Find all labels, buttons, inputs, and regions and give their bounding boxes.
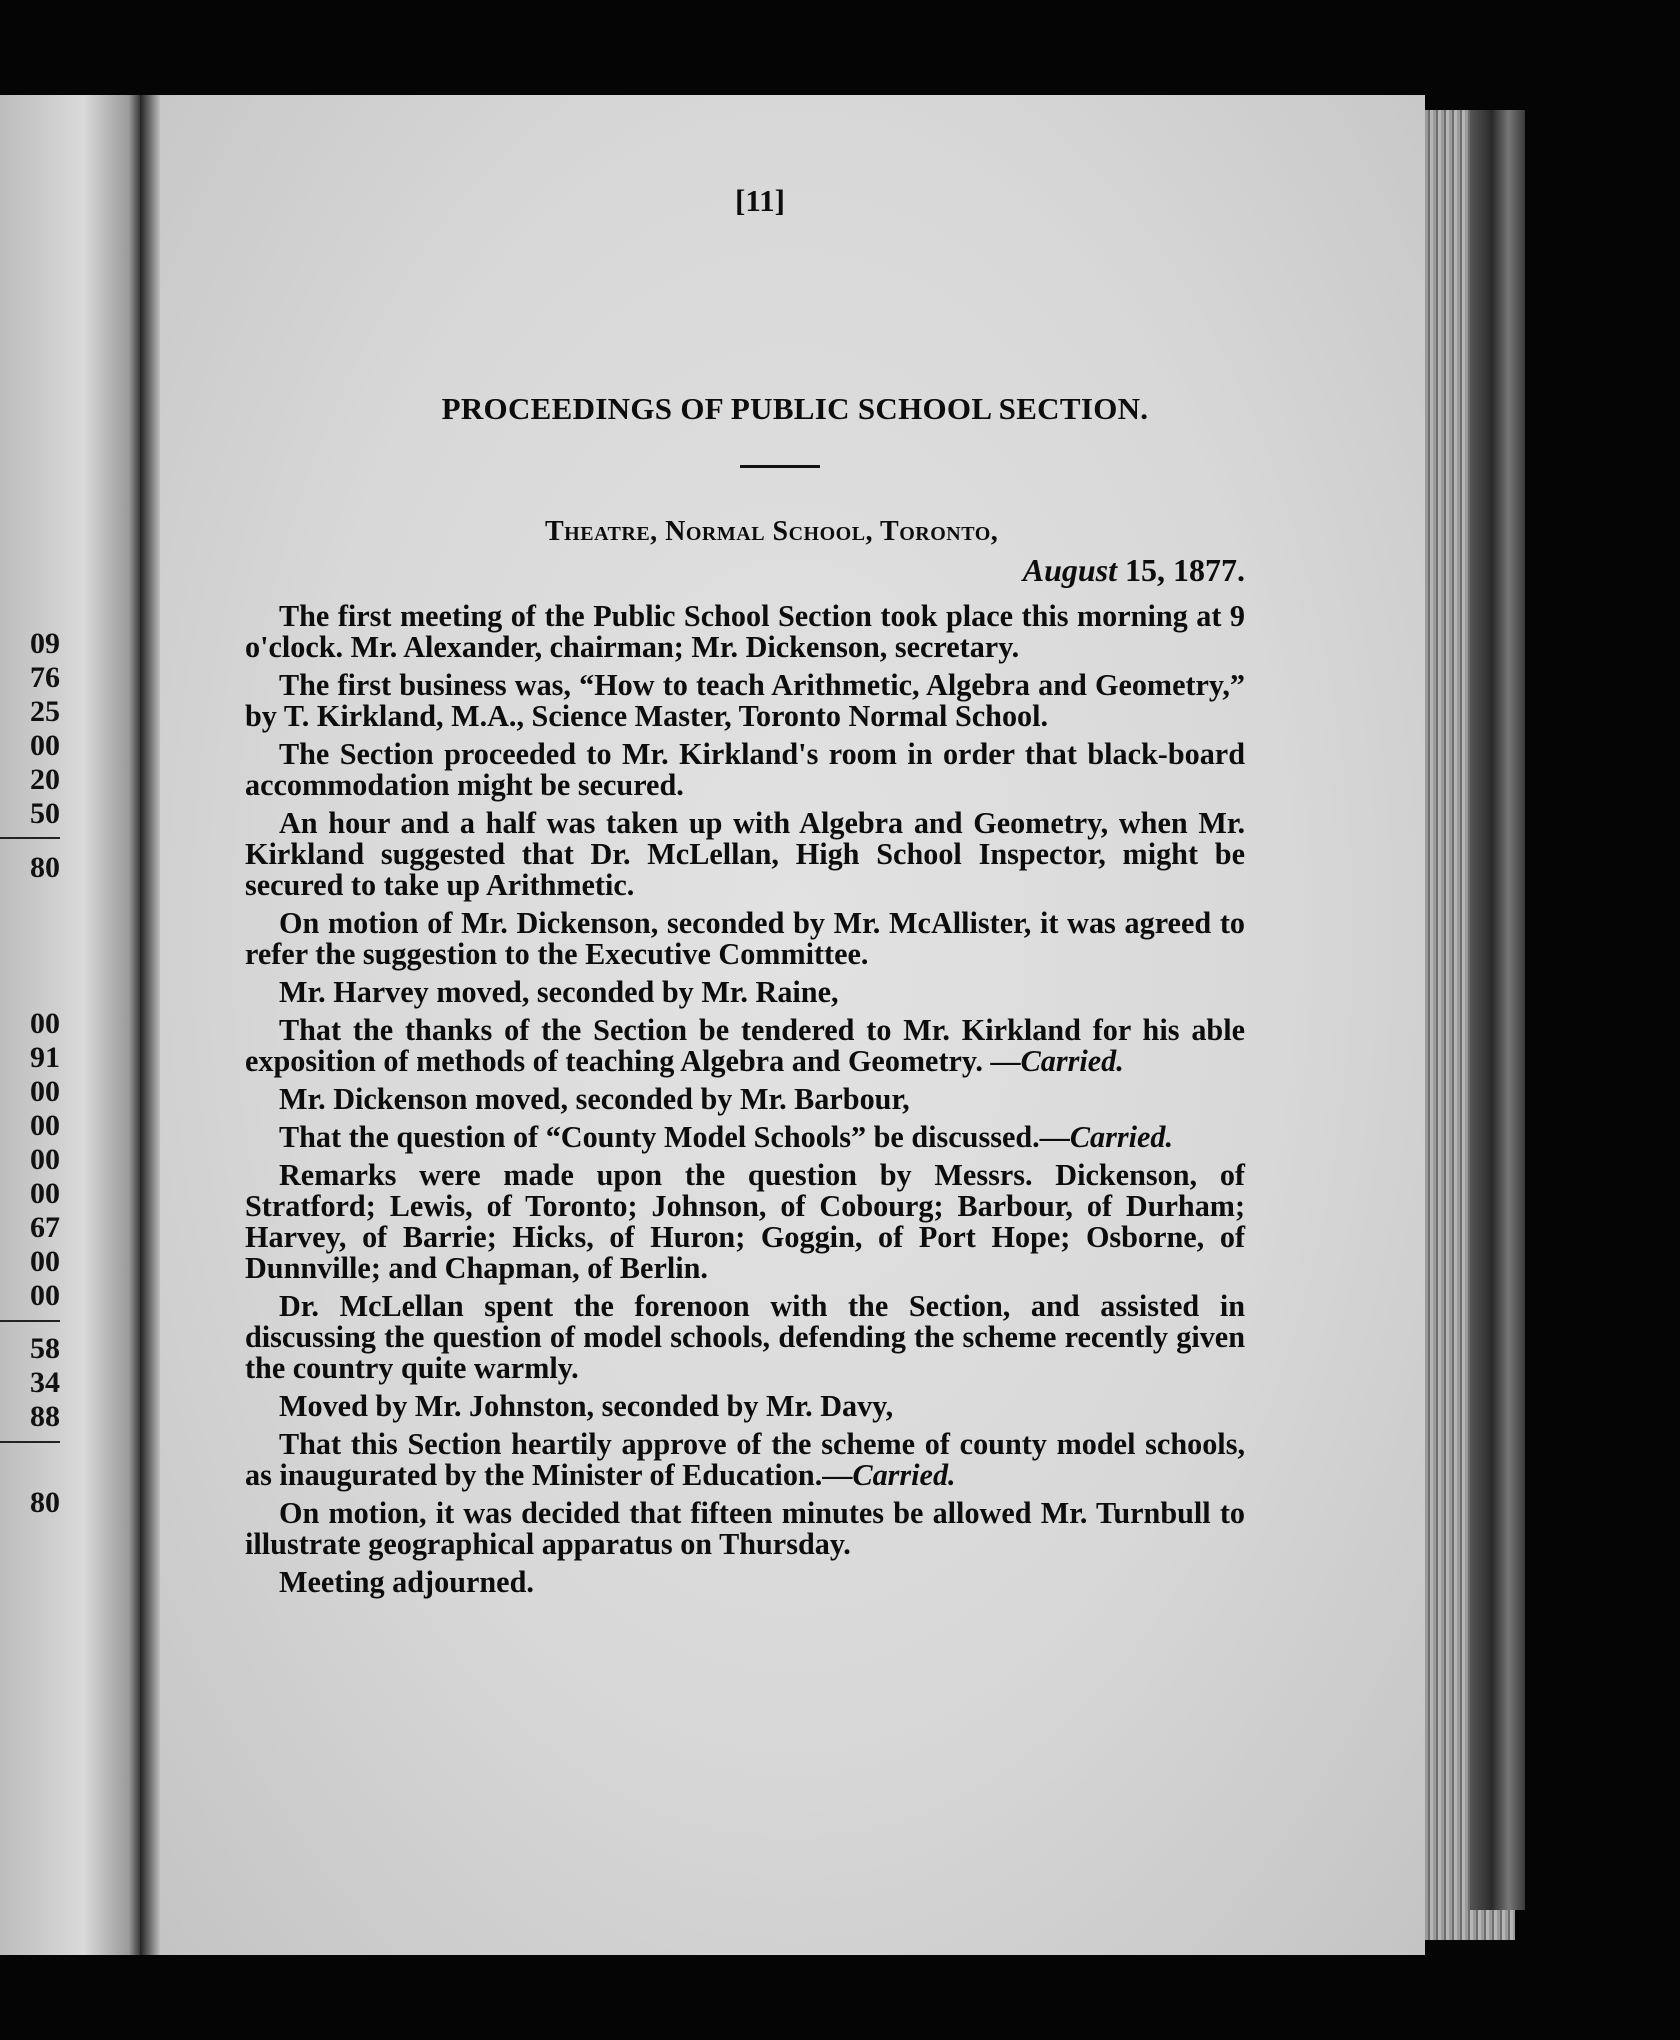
paragraph: That the thanks of the Section be tendered to Mr. Kirkland for his able exposition of methods of teaching Algebra and Geometry. —Carried.: [245, 1013, 1245, 1078]
margin-number: 67: [30, 1211, 60, 1244]
margin-number: 00: [30, 1177, 60, 1210]
meeting-date: [245, 552, 1245, 589]
margin-number: 00: [30, 1279, 60, 1312]
paragraph: Meeting adjourned.: [279, 1565, 534, 1599]
book-gutter: [140, 95, 162, 1955]
margin-number: 50: [30, 797, 60, 830]
carried-note: Carried.: [1069, 1120, 1174, 1154]
paragraph: That this Section heartily approve of the scheme of county model schools, as inaugurated by the Minister of Education.—Carried.: [245, 1427, 1245, 1492]
paragraph: An hour and a half was taken up with Algebra and Geometry, when Mr. Kirkland suggested that Dr. McLellan, High School Inspector, might be secured to take up Arithmetic.: [245, 806, 1245, 902]
margin-rule: [0, 1320, 60, 1322]
paragraph: The Section proceeded to Mr. Kirkland's room in order that black-board accommodation might be secured.: [245, 737, 1245, 802]
margin-number: 76: [30, 661, 60, 694]
margin-number: 91: [30, 1041, 60, 1074]
margin-number: 80: [30, 1486, 60, 1519]
facing-page-edge: [0, 95, 140, 1955]
paragraph: On motion of Mr. Dickenson, seconded by Mr. McAllister, it was agreed to refer the suggestion to the Executive Committee.: [245, 906, 1245, 971]
paragraph: Remarks were made upon the question by Messrs. Dickenson, of Stratford; Lewis, of Toronto; Johnson, of Cobourg; Barbour, of Durham; Harvey, of Barrie; Hicks, of Huron; Goggin, of Port Hope; Osborne, of Dunnville; and Chapman, of Berlin.: [245, 1158, 1245, 1285]
paragraph: The first business was, “How to teach Arithmetic, Algebra and Geometry,” by T. Kirkland, M.A., Science Master, Toronto Normal School.: [245, 668, 1245, 733]
margin-rule: [0, 1441, 60, 1443]
margin-number: 34: [30, 1366, 60, 1399]
page-title: PROCEEDINGS OF PUBLIC SCHOOL SECTION.: [441, 391, 1149, 426]
page-number: [11]: [735, 183, 785, 218]
paragraph: That the question of “County Model Schools” be discussed.—Carried.: [279, 1120, 1174, 1154]
date-month-day: August: [1022, 552, 1117, 588]
margin-number: 00: [30, 1245, 60, 1278]
carried-note: Carried.: [852, 1458, 956, 1492]
book-cover-edge: [1470, 110, 1525, 1910]
paragraph: Moved by Mr. Johnston, seconded by Mr. Davy,: [279, 1389, 894, 1423]
page-content: [245, 175, 1245, 1605]
carried-note: Carried.: [1020, 1044, 1124, 1078]
margin-rule: [0, 837, 60, 839]
margin-number: 00: [30, 1143, 60, 1176]
paragraph: Dr. McLellan spent the forenoon with the Section, and assisted in discussing the question of model schools, defending the scheme recently given the country quite warmly.: [245, 1289, 1245, 1385]
margin-number: 88: [30, 1400, 60, 1433]
paragraph: Mr. Harvey moved, seconded by Mr. Raine,: [279, 975, 839, 1009]
margin-number: 00: [30, 1075, 60, 1108]
margin-number: 00: [30, 729, 60, 762]
date-rest: 15, 1877.: [1117, 552, 1245, 588]
paragraph: Mr. Dickenson moved, seconded by Mr. Barbour,: [279, 1082, 910, 1116]
margin-number: 09: [30, 627, 60, 660]
margin-number: 80: [30, 851, 60, 884]
margin-number: 58: [30, 1332, 60, 1365]
title-rule: [740, 465, 820, 468]
margin-number: 20: [30, 763, 60, 796]
margin-number: 25: [30, 695, 60, 728]
paragraph: The first meeting of the Public School Section took place this morning at 9 o'clock. Mr. Alexander, chairman; Mr. Dickenson, secretary.: [245, 599, 1245, 664]
margin-number: 00: [30, 1109, 60, 1142]
meeting-venue: Theatre, Normal School, Toronto,: [545, 516, 999, 547]
paragraph: On motion, it was decided that fifteen minutes be allowed Mr. Turnbull to illustrate geographical apparatus on Thursday.: [245, 1496, 1245, 1561]
margin-number: 00: [30, 1007, 60, 1040]
